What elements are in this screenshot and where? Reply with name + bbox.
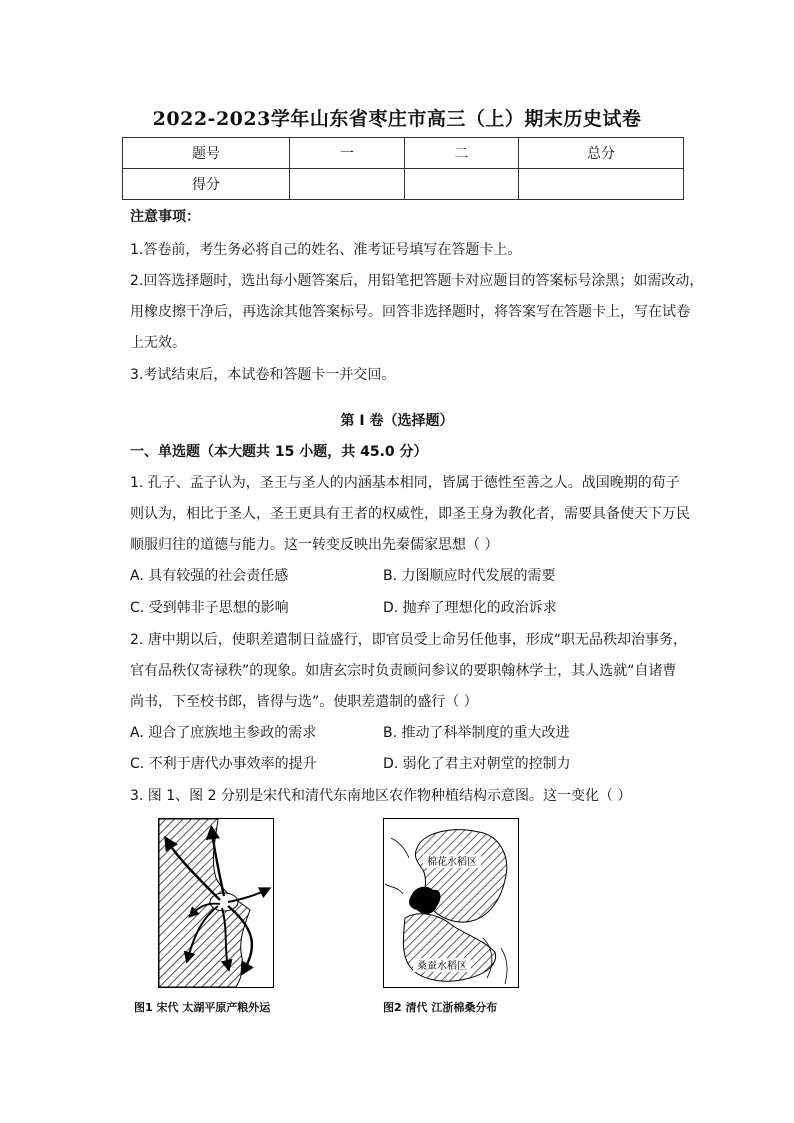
figure-2-label-cotton-rice: 棉花水稻区 bbox=[427, 857, 477, 868]
question-2-line: 尚书，下至校书郎，皆得与选”。使职差遣制的盛行（ ） bbox=[130, 694, 478, 710]
question-1-option-d[interactable]: D. 抛弃了理想化的政治诉求 bbox=[383, 600, 557, 616]
notice-line: 3.考试结束后，本试卷和答题卡一并交回。 bbox=[130, 367, 396, 383]
notice-line: 上无效。 bbox=[130, 335, 186, 351]
score-table-score-row bbox=[123, 169, 684, 200]
part-heading: 一、单选题（本大题共 15 小题，共 45.0 分） bbox=[130, 444, 428, 460]
notice-line: 用橡皮擦干净后，再选涂其他答案标号。回答非选择题时，将答案写在答题卡上，写在试卷 bbox=[130, 304, 690, 320]
question-1-option-b[interactable]: B. 力图顺应时代发展的需要 bbox=[383, 568, 556, 584]
figure-2-label-silk-rice: 桑蚕水稻区 bbox=[417, 961, 467, 972]
exam-title: 2022-2023学年山东省枣庄市高三（上）期末历史试卷 bbox=[152, 108, 642, 130]
question-1-line: 顺服归往的道德与能力。这一转变反映出先秦儒家思想（ ） bbox=[130, 537, 499, 553]
score-cell-part-1[interactable] bbox=[290, 169, 405, 200]
header-cell-part-1: 一 bbox=[290, 138, 405, 169]
figure-1-map bbox=[158, 818, 274, 988]
question-2-option-d[interactable]: D. 弱化了君主对朝堂的控制力 bbox=[383, 756, 571, 772]
header-cell-question-no: 题号 bbox=[123, 138, 290, 169]
figure-1-caption: 图1 宋代 太湖平原产粮外运 bbox=[134, 1001, 271, 1014]
notice-line: 1.答卷前，考生务必将自己的姓名、准考证号填写在答题卡上。 bbox=[130, 242, 522, 258]
score-table bbox=[122, 137, 684, 200]
score-row-label: 得分 bbox=[123, 169, 290, 200]
notice-heading: 注意事项： bbox=[130, 209, 200, 225]
notice-line: 2.回答选择题时，选出每小题答案后，用铅笔把答题卡对应题目的答案标号涂黑；如需改动， bbox=[130, 273, 704, 289]
score-table-header-row bbox=[123, 138, 684, 169]
question-1-option-a[interactable]: A. 具有较强的社会责任感 bbox=[130, 568, 289, 584]
question-2-line: 官有品秩仅寄禄秩”的现象。如唐玄宗时负责顾问参议的要职翰林学士，其人选就“自诸曹 bbox=[130, 663, 677, 679]
question-2-option-c[interactable]: C. 不利于唐代办事效率的提升 bbox=[130, 756, 317, 772]
question-2-option-b[interactable]: B. 推动了科举制度的重大改进 bbox=[383, 725, 570, 741]
question-2-option-a[interactable]: A. 迎合了庶族地主参政的需求 bbox=[130, 725, 317, 741]
header-cell-part-2: 二 bbox=[405, 138, 519, 169]
question-2-line: 2. 唐中期以后，使职差遣制日益盛行，即官员受上命另任他事，形成“职无品秩却治事务， bbox=[130, 632, 688, 648]
question-1-line: 1. 孔子、孟子认为，圣王与圣人的内涵基本相同，皆属于德性至善之人。战国晚期的荀子 bbox=[130, 475, 680, 491]
score-cell-part-2[interactable] bbox=[405, 169, 519, 200]
score-cell-total[interactable] bbox=[519, 169, 684, 200]
figure-2-caption: 图2 清代 江浙棉桑分布 bbox=[383, 1001, 498, 1014]
header-cell-total: 总分 bbox=[519, 138, 684, 169]
question-1-option-c[interactable]: C. 受到韩非子思想的影响 bbox=[130, 600, 289, 616]
section-title: 第 I 卷（选择题） bbox=[340, 413, 454, 429]
question-1-line: 则认为，相比于圣人，圣王更具有王者的权威性，即圣王身为教化者，需要具备使天下万民 bbox=[130, 506, 690, 522]
figure-2-map bbox=[383, 818, 519, 988]
question-3-line: 3. 图 1、图 2 分别是宋代和清代东南地区农作物种植结构示意图。这一变化（ ） bbox=[130, 788, 632, 804]
